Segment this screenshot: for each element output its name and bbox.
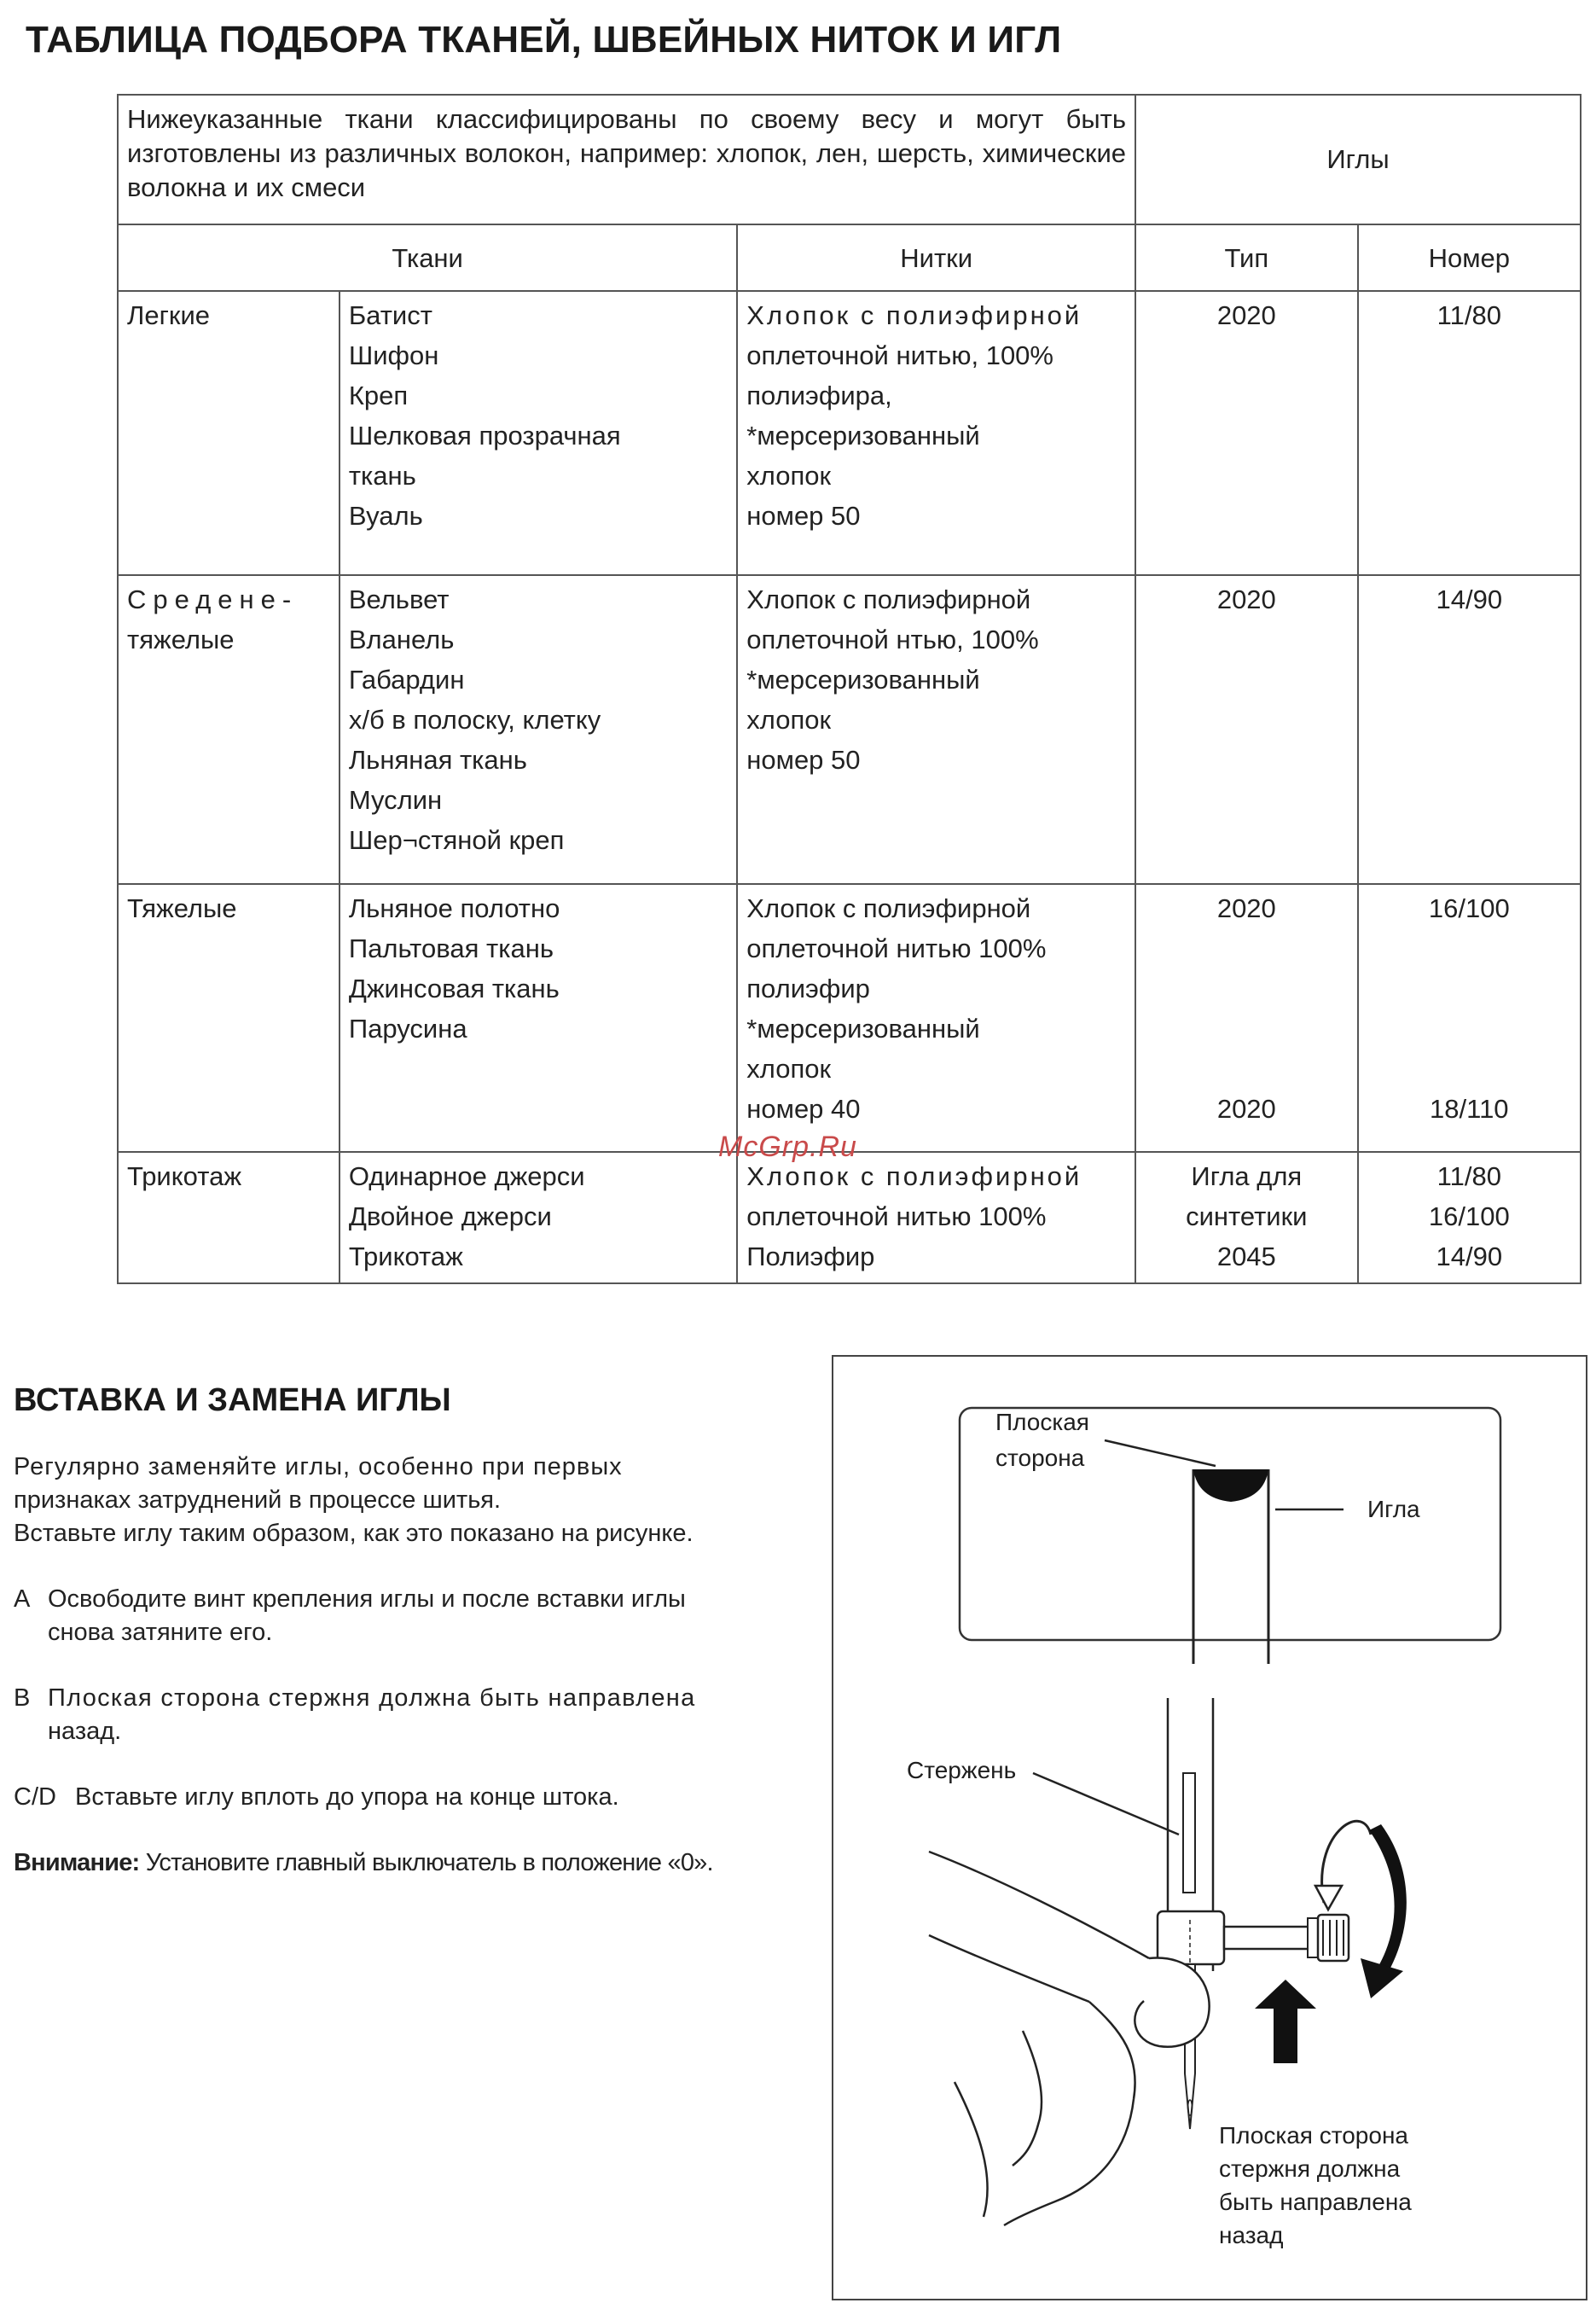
- needle-illustration: [833, 1357, 1587, 2300]
- needle-type: 2020: [1216, 893, 1276, 923]
- fabric-item: Креп: [348, 381, 409, 410]
- thread-line: хлопок: [746, 705, 832, 735]
- fabric-item: Льняное полотно: [348, 893, 560, 923]
- type-cell: [1135, 884, 1358, 1152]
- threads-header: Нитки: [737, 224, 1135, 291]
- thread-line: Хлопок с полиэфирной: [746, 300, 1082, 330]
- fabrics-cell: [340, 575, 737, 884]
- fabric-item: Двойное джерси: [348, 1201, 552, 1231]
- flat-side-mark: [1193, 1469, 1268, 1502]
- needle-type: 2045: [1216, 1242, 1276, 1271]
- step-mark: B: [14, 1684, 31, 1712]
- thread-line: оплеточной нитью 100%: [746, 1201, 1047, 1231]
- step-text: [48, 1583, 686, 1649]
- type-cell: [1135, 291, 1358, 575]
- thread-line: полиэфир: [746, 974, 870, 1003]
- thread-line: Хлопок с полиэфирной: [746, 893, 1031, 923]
- needle-type: 2020: [1216, 584, 1276, 614]
- number-cell: [1358, 884, 1581, 1152]
- threads-cell: [737, 1152, 1135, 1283]
- step-line: Освободите винт крепления иглы и после вставки иглы: [48, 1585, 686, 1613]
- thread-line: полиэфира,: [746, 381, 892, 410]
- hand-thumb: [1089, 2002, 1135, 2099]
- fabrics-cell: [340, 1152, 737, 1283]
- weight-label: тяжелые: [127, 625, 235, 654]
- thread-line: Полиэфир: [746, 1242, 875, 1271]
- step-text: [48, 1682, 696, 1748]
- caption-line: Плоская сторона: [1219, 2122, 1408, 2149]
- number-cell: [1358, 575, 1581, 884]
- section-title: ВСТАВКА И ЗАМЕНА ИГЛЫ: [14, 1382, 451, 1418]
- type-cell: [1135, 1152, 1358, 1283]
- fabric-item: Вельвет: [348, 584, 450, 614]
- intro-paragraph: [14, 1451, 773, 1550]
- fabric-item: Пальтовая ткань: [348, 933, 554, 963]
- intro-line: признаках затруднений в процессе шитья.: [14, 1486, 502, 1514]
- attention-label: Внимание:: [14, 1849, 140, 1876]
- fabric-item: Шер¬стяной креп: [348, 825, 565, 855]
- needle-number: 18/110: [1430, 1094, 1509, 1124]
- needle-label: Игла: [1367, 1496, 1420, 1522]
- needle-type: 2020: [1216, 300, 1276, 330]
- table-intro-row: [118, 95, 1581, 224]
- thread-line: Хлопок с полиэфирной: [746, 1161, 1082, 1191]
- hand-finger-middle: [929, 1935, 1089, 2002]
- fabric-item: Парусина: [348, 1014, 467, 1044]
- threads-cell: [737, 291, 1135, 575]
- step-line: снова затяните его.: [48, 1619, 273, 1646]
- hand-lower-edge: [1004, 2099, 1134, 2225]
- fabric-item: Шелковая прозрачная: [348, 421, 621, 451]
- needles-header: Иглы: [1135, 95, 1581, 224]
- weight-cell: [118, 884, 340, 1152]
- needle-number: 16/100: [1428, 893, 1510, 923]
- rotation-arrowhead-open: [1315, 1886, 1342, 1910]
- step-text: [75, 1781, 619, 1814]
- table-header-row: [118, 224, 1581, 291]
- clamp-screw-shaft: [1224, 1927, 1309, 1949]
- type-header: Тип: [1135, 224, 1358, 291]
- flat-side-pointer: [1105, 1440, 1216, 1466]
- thread-line: оплеточной нтью, 100%: [746, 625, 1039, 654]
- clamp-screw-collar: [1308, 1918, 1318, 1957]
- needle-number: 16/100: [1428, 1201, 1510, 1231]
- thread-line: хлопок: [746, 461, 832, 491]
- fabric-item: Трикотаж: [348, 1242, 463, 1271]
- fabric-item: Вуаль: [348, 501, 423, 531]
- thread-line: хлопок: [746, 1054, 832, 1084]
- intro-line: химические волокна и их смеси: [127, 138, 1127, 202]
- thread-line: номер 50: [746, 745, 861, 775]
- threads-cell: [737, 884, 1135, 1152]
- watermark: McGrp.Ru: [718, 1131, 857, 1163]
- thread-guide: [1183, 1773, 1195, 1893]
- rotation-band: [1369, 1824, 1407, 1973]
- step-mark: C/D: [14, 1783, 56, 1811]
- number-cell: [1358, 291, 1581, 575]
- needle-figure: [832, 1355, 1587, 2300]
- thread-line: оплеточной нитью 100%: [746, 933, 1047, 963]
- hand-fingertip: [1135, 1958, 1209, 2047]
- step-line: Вставьте иглу вплоть до упора на конце штока.: [75, 1783, 619, 1811]
- caption-line: назад: [1219, 2222, 1284, 2248]
- fabrics-cell: [340, 884, 737, 1152]
- step-line: назад.: [48, 1718, 122, 1745]
- needle-number: 11/80: [1436, 1161, 1501, 1191]
- needle-number: 14/90: [1436, 1242, 1503, 1271]
- shaft-pointer: [1033, 1773, 1179, 1835]
- table-intro-cell: [118, 95, 1135, 224]
- table-row: [118, 575, 1581, 884]
- needle-type: синтетики: [1186, 1201, 1308, 1231]
- needle-clamp: [1158, 1911, 1224, 1964]
- flat-side-label: Плоская: [995, 1409, 1089, 1435]
- step-a: [14, 1583, 773, 1649]
- needle-number: 11/80: [1436, 300, 1501, 330]
- step-cd: [14, 1781, 773, 1814]
- intro-line: изготовлены из различных волокон, например: хлопок, лен, шерсть,: [127, 138, 974, 168]
- shaft-label: Стержень: [907, 1757, 1017, 1783]
- table-row: [118, 884, 1581, 1152]
- step-b: [14, 1682, 773, 1748]
- instructions: [14, 1451, 773, 1880]
- hand-finger-top: [929, 1852, 1149, 1958]
- thread-line: Хлопок с полиэфирной: [746, 584, 1031, 614]
- step-line: Плоская сторона стержня должна быть направлена: [48, 1684, 696, 1712]
- hand-palm: [955, 2082, 988, 2217]
- fabric-item: Джинсовая ткань: [348, 974, 560, 1003]
- hand-knuckle: [1013, 2031, 1042, 2166]
- table-row: [118, 291, 1581, 575]
- fabrics-cell: [340, 291, 737, 575]
- intro-line: Регулярно заменяйте иглы, особенно при первых: [14, 1453, 623, 1480]
- weight-label: Тяжелые: [127, 893, 237, 923]
- fabric-item: Льняная ткань: [348, 745, 527, 775]
- step-mark: A: [14, 1585, 31, 1613]
- needle-type: 2020: [1216, 1094, 1276, 1124]
- thread-line: оплеточной нитью, 100%: [746, 340, 1053, 370]
- number-cell: [1358, 1152, 1581, 1283]
- weight-label: Трикотаж: [127, 1161, 242, 1191]
- fabric-item: Шифон: [348, 340, 439, 370]
- type-cell: [1135, 575, 1358, 884]
- fabric-item: х/б в полоску, клетку: [348, 705, 601, 735]
- attention-note: [14, 1846, 773, 1880]
- weight-cell: [118, 1152, 340, 1283]
- weight-cell: [118, 291, 340, 575]
- intro-line: Нижеуказанные ткани классифицированы по своему весу и могут быть: [127, 104, 1127, 134]
- weight-label: Средене-: [127, 584, 299, 614]
- thread-line: *мерсеризованный: [746, 1014, 980, 1044]
- thread-line: *мерсеризованный: [746, 421, 980, 451]
- weight-cell: [118, 575, 340, 884]
- thread-line: *мерсеризованный: [746, 665, 980, 695]
- attention-text: Установите главный выключатель в положение «0».: [145, 1849, 713, 1876]
- fabric-item: Габардин: [348, 665, 465, 695]
- page-title: ТАБЛИЦА ПОДБОРА ТКАНЕЙ, ШВЕЙНЫХ НИТОК И ИГЛ: [26, 19, 1062, 61]
- fabric-item: Батист: [348, 300, 432, 330]
- insert-up-arrow: [1255, 1980, 1316, 2063]
- intro-line: Вставьте иглу таким образом, как это показано на рисунке.: [14, 1520, 694, 1547]
- weight-label: Легкие: [127, 300, 211, 330]
- fabric-thread-needle-table: [117, 94, 1581, 1284]
- caption-line: стержня должна: [1219, 2155, 1401, 2182]
- caption-line: быть направлена: [1219, 2189, 1412, 2215]
- number-header: Номер: [1358, 224, 1581, 291]
- fabrics-header: Ткани: [118, 224, 737, 291]
- table-row: [118, 1152, 1581, 1283]
- fabric-item: Вланель: [348, 625, 455, 654]
- thread-line: номер 50: [746, 501, 861, 531]
- fabric-item: ткань: [348, 461, 416, 491]
- inset-frame: [960, 1408, 1500, 1640]
- threads-cell: [737, 575, 1135, 884]
- needle-type: Игла для: [1191, 1161, 1303, 1191]
- fabric-item: Одинарное джерси: [348, 1161, 585, 1191]
- needle-number: 14/90: [1436, 584, 1503, 614]
- fabric-item: Муслин: [348, 785, 443, 815]
- thread-line: номер 40: [746, 1094, 861, 1124]
- flat-side-label: сторона: [995, 1445, 1085, 1471]
